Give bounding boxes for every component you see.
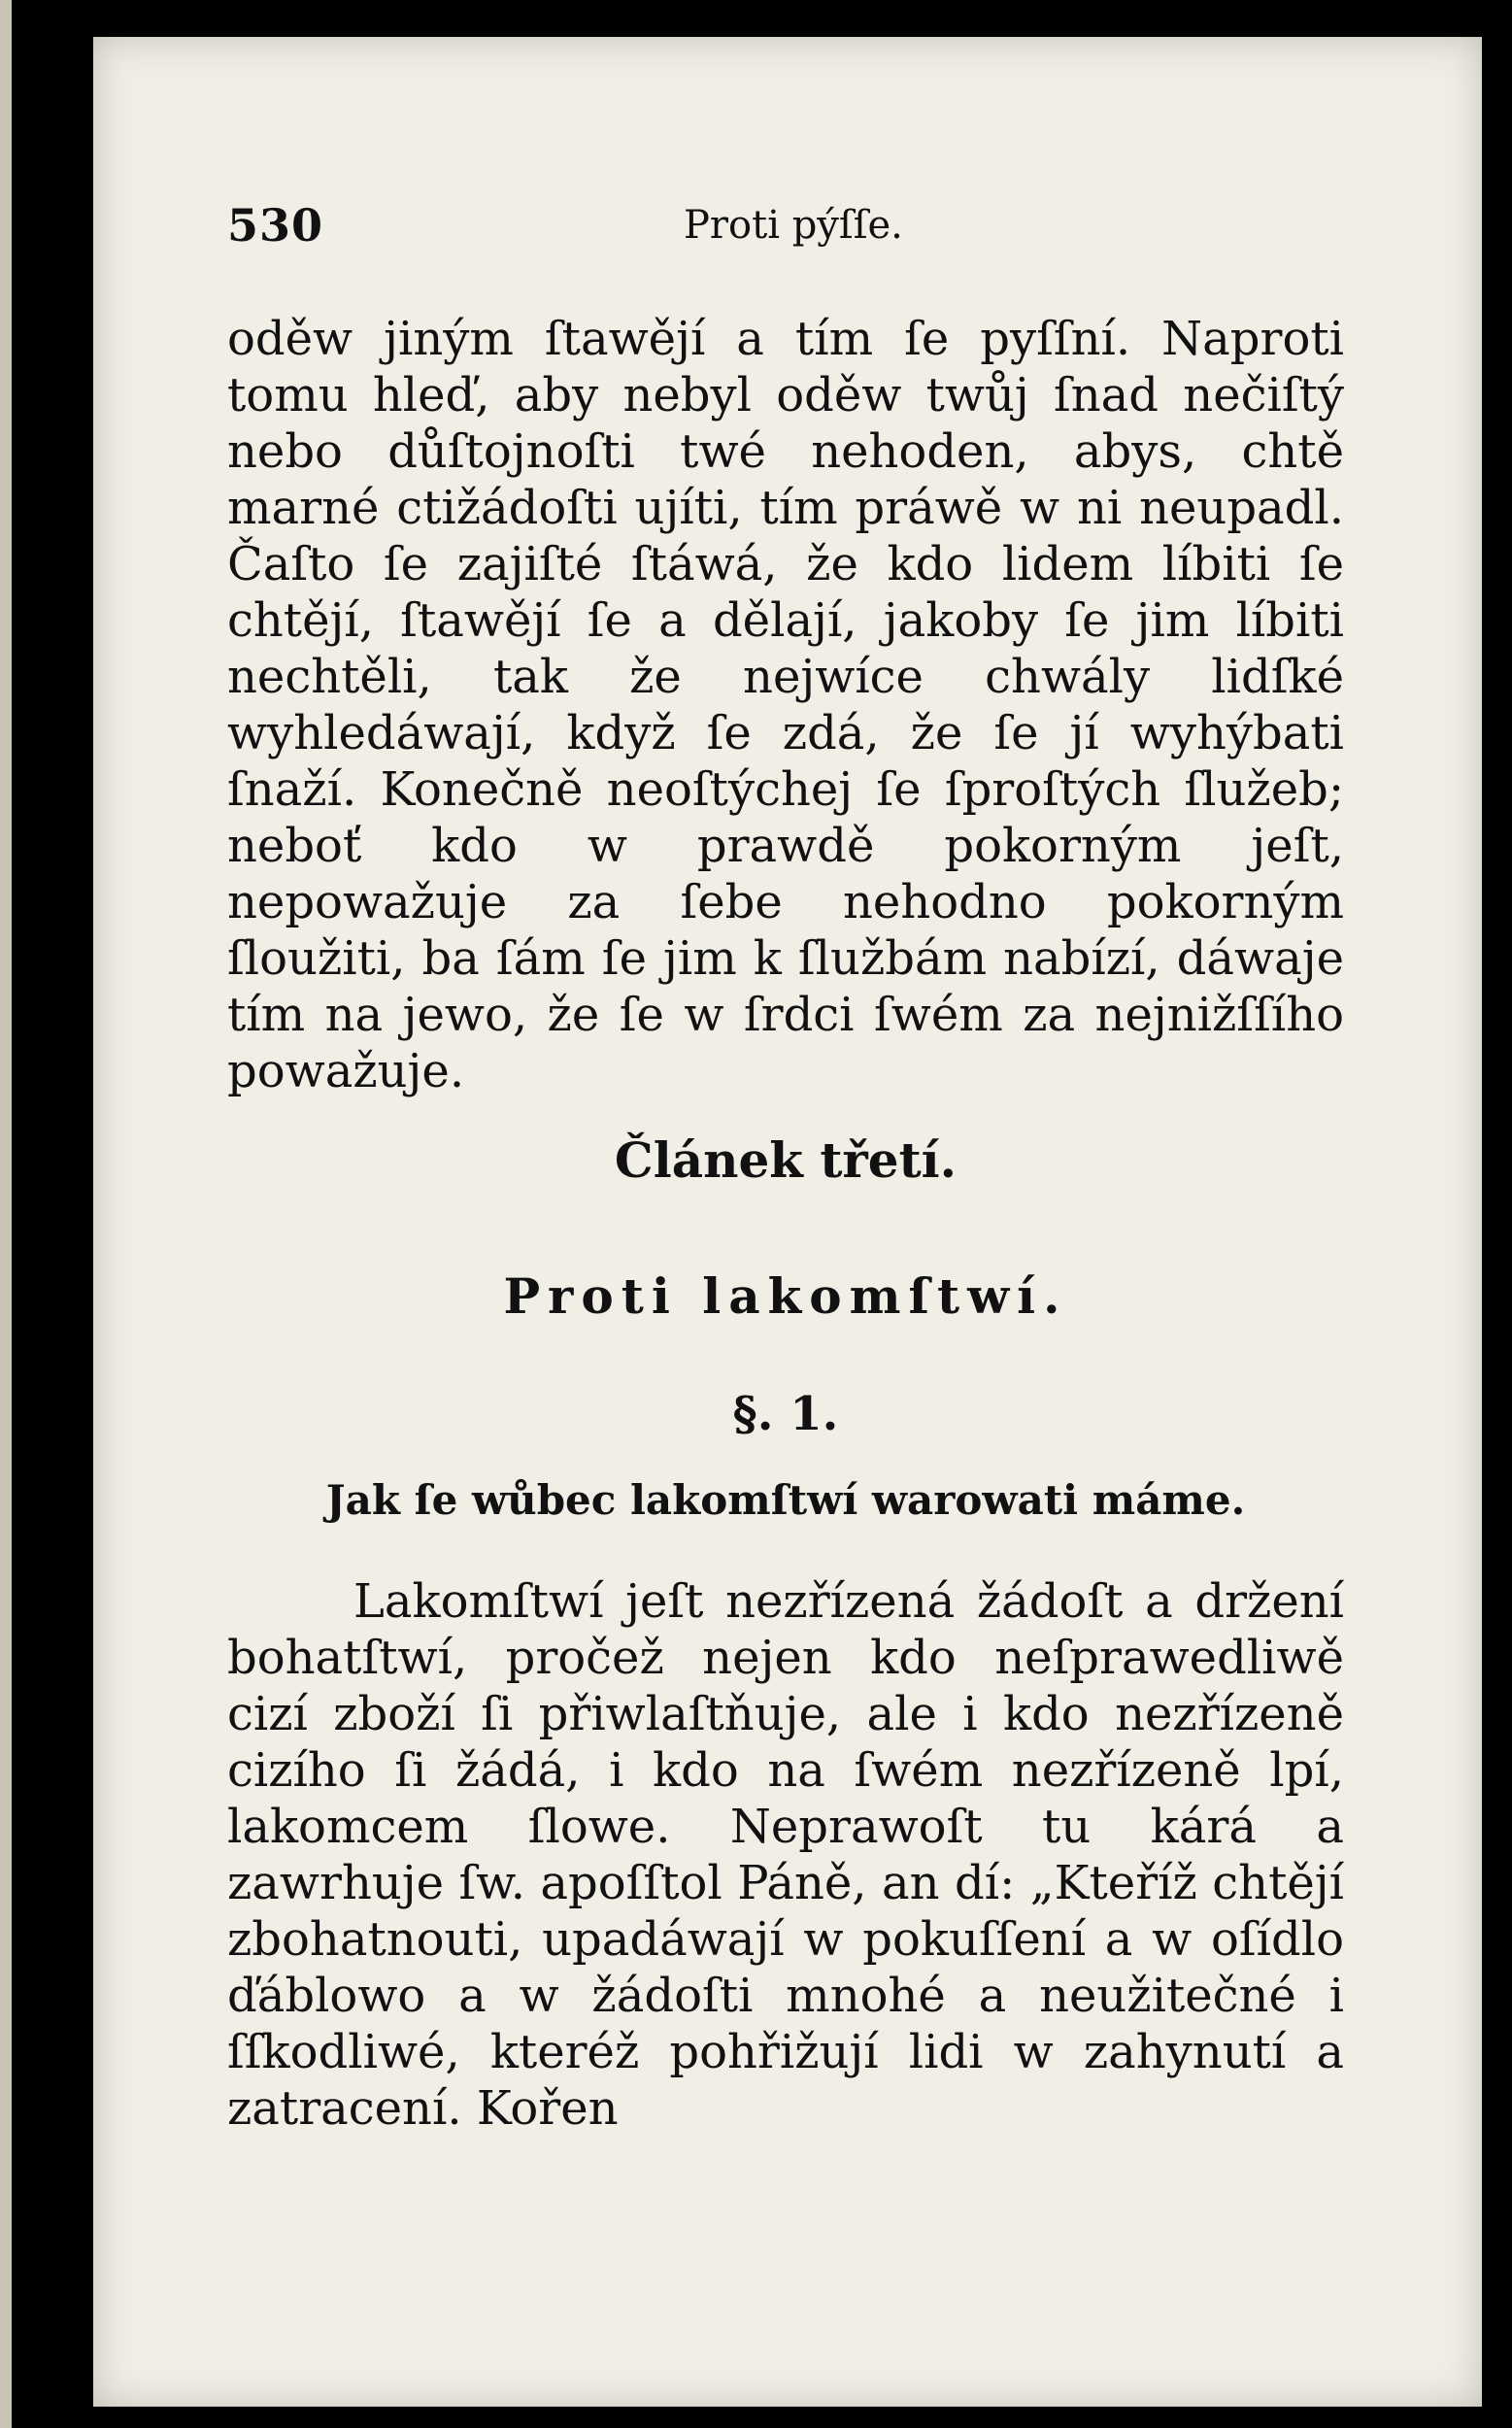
chapter-heading: Článek třetí.: [614, 1131, 958, 1189]
scan-left-edge: [0, 0, 12, 2428]
running-title: Proti pýſſe.: [684, 203, 903, 248]
page-number: 530: [227, 199, 324, 252]
page-header: [227, 199, 1344, 257]
paragraph-1: oděw jiným ſtawějí a tím ſe pyſſní. Naproti tomu hleď, aby nebyl oděw twůj ſnad nečiſtý nebo důſtojnoſti twé nehoden, abys, chtě marné ctižádoſti ujíti, tím práwě w ni neupadl. Čaſto ſe zajiſté ſtáwá, že kdo lidem líbiti ſe chtějí, ſtawějí ſe a dělají, jakoby ſe jim líbiti nechtěli, tak že nejwíce chwály lidſké wyhledáwají, když ſe zdá, že ſe jí wyhýbati ſnaží. Konečně neoſtýchej ſe ſproſtých ſlužeb; neboť kdo w prawdě pokorným jeſt, nepowažuje za ſebe nehodno pokorným ſloužiti, ba ſám ſe jim k ſlužbám nabízí, dáwaje tím na jewo, že ſe w ſrdci ſwém za nejnižſſího powažuje.: [227, 312, 1344, 1098]
paragraph-2: Lakomſtwí jeſt nezřízená žádoſt a držení bohatſtwí, pročež nejen kdo neſprawedliwě cizí zboží ſi přiwlaſtňuje, ale i kdo nezřízeně cizího ſi žádá, i kdo na ſwém nezřízeně lpí, lakomcem ſlowe. Neprawoſt tu kárá a zawrhuje ſw. apoſſtol Páně, an dí: „Kteříž chtějí zbohatnouti, upadáwají w pokuſſení a w oſídlo ďáblowo a w žádoſti mnohé a neužitečné i ſſkodliwé, kteréž pohřižují lidi w zahynutí a zatracení. Kořen: [227, 1574, 1344, 2136]
subsection-heading: Jak ſe wůbec lakomſtwí warowati máme.: [325, 1476, 1246, 1524]
section-heading: Proti lakomſtwí.: [503, 1267, 1068, 1325]
section-number: §. 1.: [732, 1387, 839, 1441]
